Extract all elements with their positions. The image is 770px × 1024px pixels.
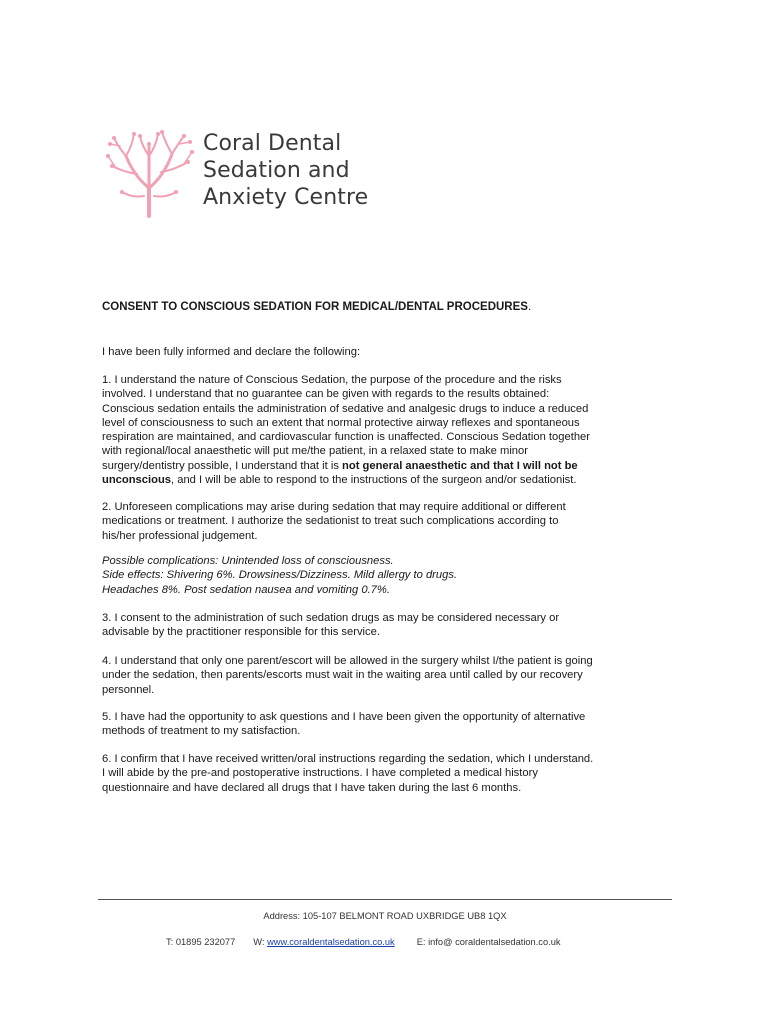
clause-6-line: questionnaire and have declared all drugs that I have taken during the last 6 months. bbox=[102, 781, 522, 794]
footer-address: Address: 105-107 BELMONT ROAD UXBRIDGE UB8 1QX bbox=[263, 911, 507, 921]
clause-1-line: respiration are maintained, and cardiovascular function is unaffected. Conscious Sedation together bbox=[102, 431, 590, 444]
logo-line-2: Sedation and bbox=[203, 158, 350, 183]
document-title-text: CONSENT TO CONSCIOUS SEDATION FOR MEDICAL/DENTAL PROCEDURES bbox=[102, 301, 528, 313]
website-link[interactable]: www.coraldentalsedation.co.uk bbox=[267, 937, 395, 947]
clause-1-text: surgery/dentistry possible, I understand that it is bbox=[102, 459, 343, 472]
clause-6-line: 6. I confirm that I have received written/oral instructions regarding the sedation, which I understand. bbox=[102, 753, 594, 765]
side-effects-line: Side effects: Shivering 6%. Drowsiness/Dizziness. Mild allergy to drugs. bbox=[102, 569, 458, 582]
clause-5-paragraph bbox=[102, 710, 662, 739]
complications-list bbox=[102, 554, 662, 597]
clause-2-line: 2. Unforeseen complications may arise during sedation that may require additional or different bbox=[102, 501, 566, 513]
clause-1-line: involved. I understand that no guarantee can be given with regards to the results obtained: bbox=[102, 388, 550, 401]
document-title bbox=[102, 301, 531, 313]
clause-1-line: with regional/local anaesthetic will put me/the patient, in a relaxed state to make minor bbox=[102, 445, 528, 458]
clause-1-line: level of consciousness to such an extent that normal protective airway reflexes and spontaneous bbox=[102, 416, 580, 429]
clause-2-line: his/her professional judgement. bbox=[102, 529, 258, 542]
clause-6-paragraph bbox=[102, 752, 662, 795]
clause-3-paragraph bbox=[102, 611, 662, 640]
clause-1-emphasis: not general anaesthetic and that I will not be bbox=[342, 459, 578, 472]
clause-4-line: under the sedation, then parents/escorts must wait in the waiting area until called by our recovery bbox=[102, 669, 583, 682]
clause-5-line: methods of treatment to my satisfaction. bbox=[102, 725, 301, 738]
footer-phone: T: 01895 232077 bbox=[166, 937, 236, 947]
footer-email: E: info@ coraldentalsedation.co.uk bbox=[416, 937, 561, 947]
clause-1-paragraph bbox=[102, 373, 662, 487]
side-effects-line: Headaches 8%. Post sedation nausea and vomiting 0.7%. bbox=[102, 583, 390, 596]
logo-wordmark bbox=[203, 130, 368, 211]
clause-1-emphasis-unconscious: unconscious bbox=[102, 474, 171, 487]
intro-paragraph: I have been fully informed and declare the following: bbox=[102, 346, 361, 358]
clause-2-paragraph bbox=[102, 500, 662, 543]
clause-3-line: 3. I consent to the administration of such sedation drugs as may be considered necessary or bbox=[102, 612, 560, 624]
clause-4-paragraph bbox=[102, 654, 662, 697]
clause-1-text: , and I will be able to respond to the instructions of the surgeon and/or sedationist. bbox=[171, 474, 577, 487]
clause-1-line bbox=[102, 473, 662, 487]
clause-6-line: I will abide by the pre-and postoperative instructions. I have completed a medical history bbox=[102, 767, 538, 780]
logo-line-1: Coral Dental bbox=[203, 131, 342, 156]
clinic-logo bbox=[104, 124, 404, 220]
clause-1-line bbox=[102, 459, 662, 473]
footer-divider bbox=[98, 899, 672, 900]
footer-contact bbox=[166, 937, 561, 947]
clause-3-line: advisable by the practitioner responsible for this service. bbox=[102, 626, 380, 639]
complications-line: Possible complications: Unintended loss of consciousness. bbox=[102, 555, 394, 567]
clause-5-line: 5. I have had the opportunity to ask questions and I have been given the opportunity of alternative bbox=[102, 711, 586, 723]
logo-line-3: Anxiety Centre bbox=[203, 185, 369, 210]
clause-2-line: medications or treatment. I authorize the sedationist to treat such complications according to bbox=[102, 515, 559, 528]
clause-4-line: 4. I understand that only one parent/escort will be allowed in the surgery whilst I/the patient is going bbox=[102, 655, 593, 667]
coral-logo-icon bbox=[104, 126, 194, 218]
footer-web-label: W: bbox=[253, 937, 268, 947]
clause-1-line: Conscious sedation entails the administration of sedative and analgesic drugs to induce a reduced bbox=[102, 402, 589, 415]
clause-4-line: personnel. bbox=[102, 683, 155, 696]
clause-1-line: 1. I understand the nature of Conscious Sedation, the purpose of the procedure and the risks bbox=[102, 374, 562, 386]
document-title-period: . bbox=[527, 301, 532, 313]
